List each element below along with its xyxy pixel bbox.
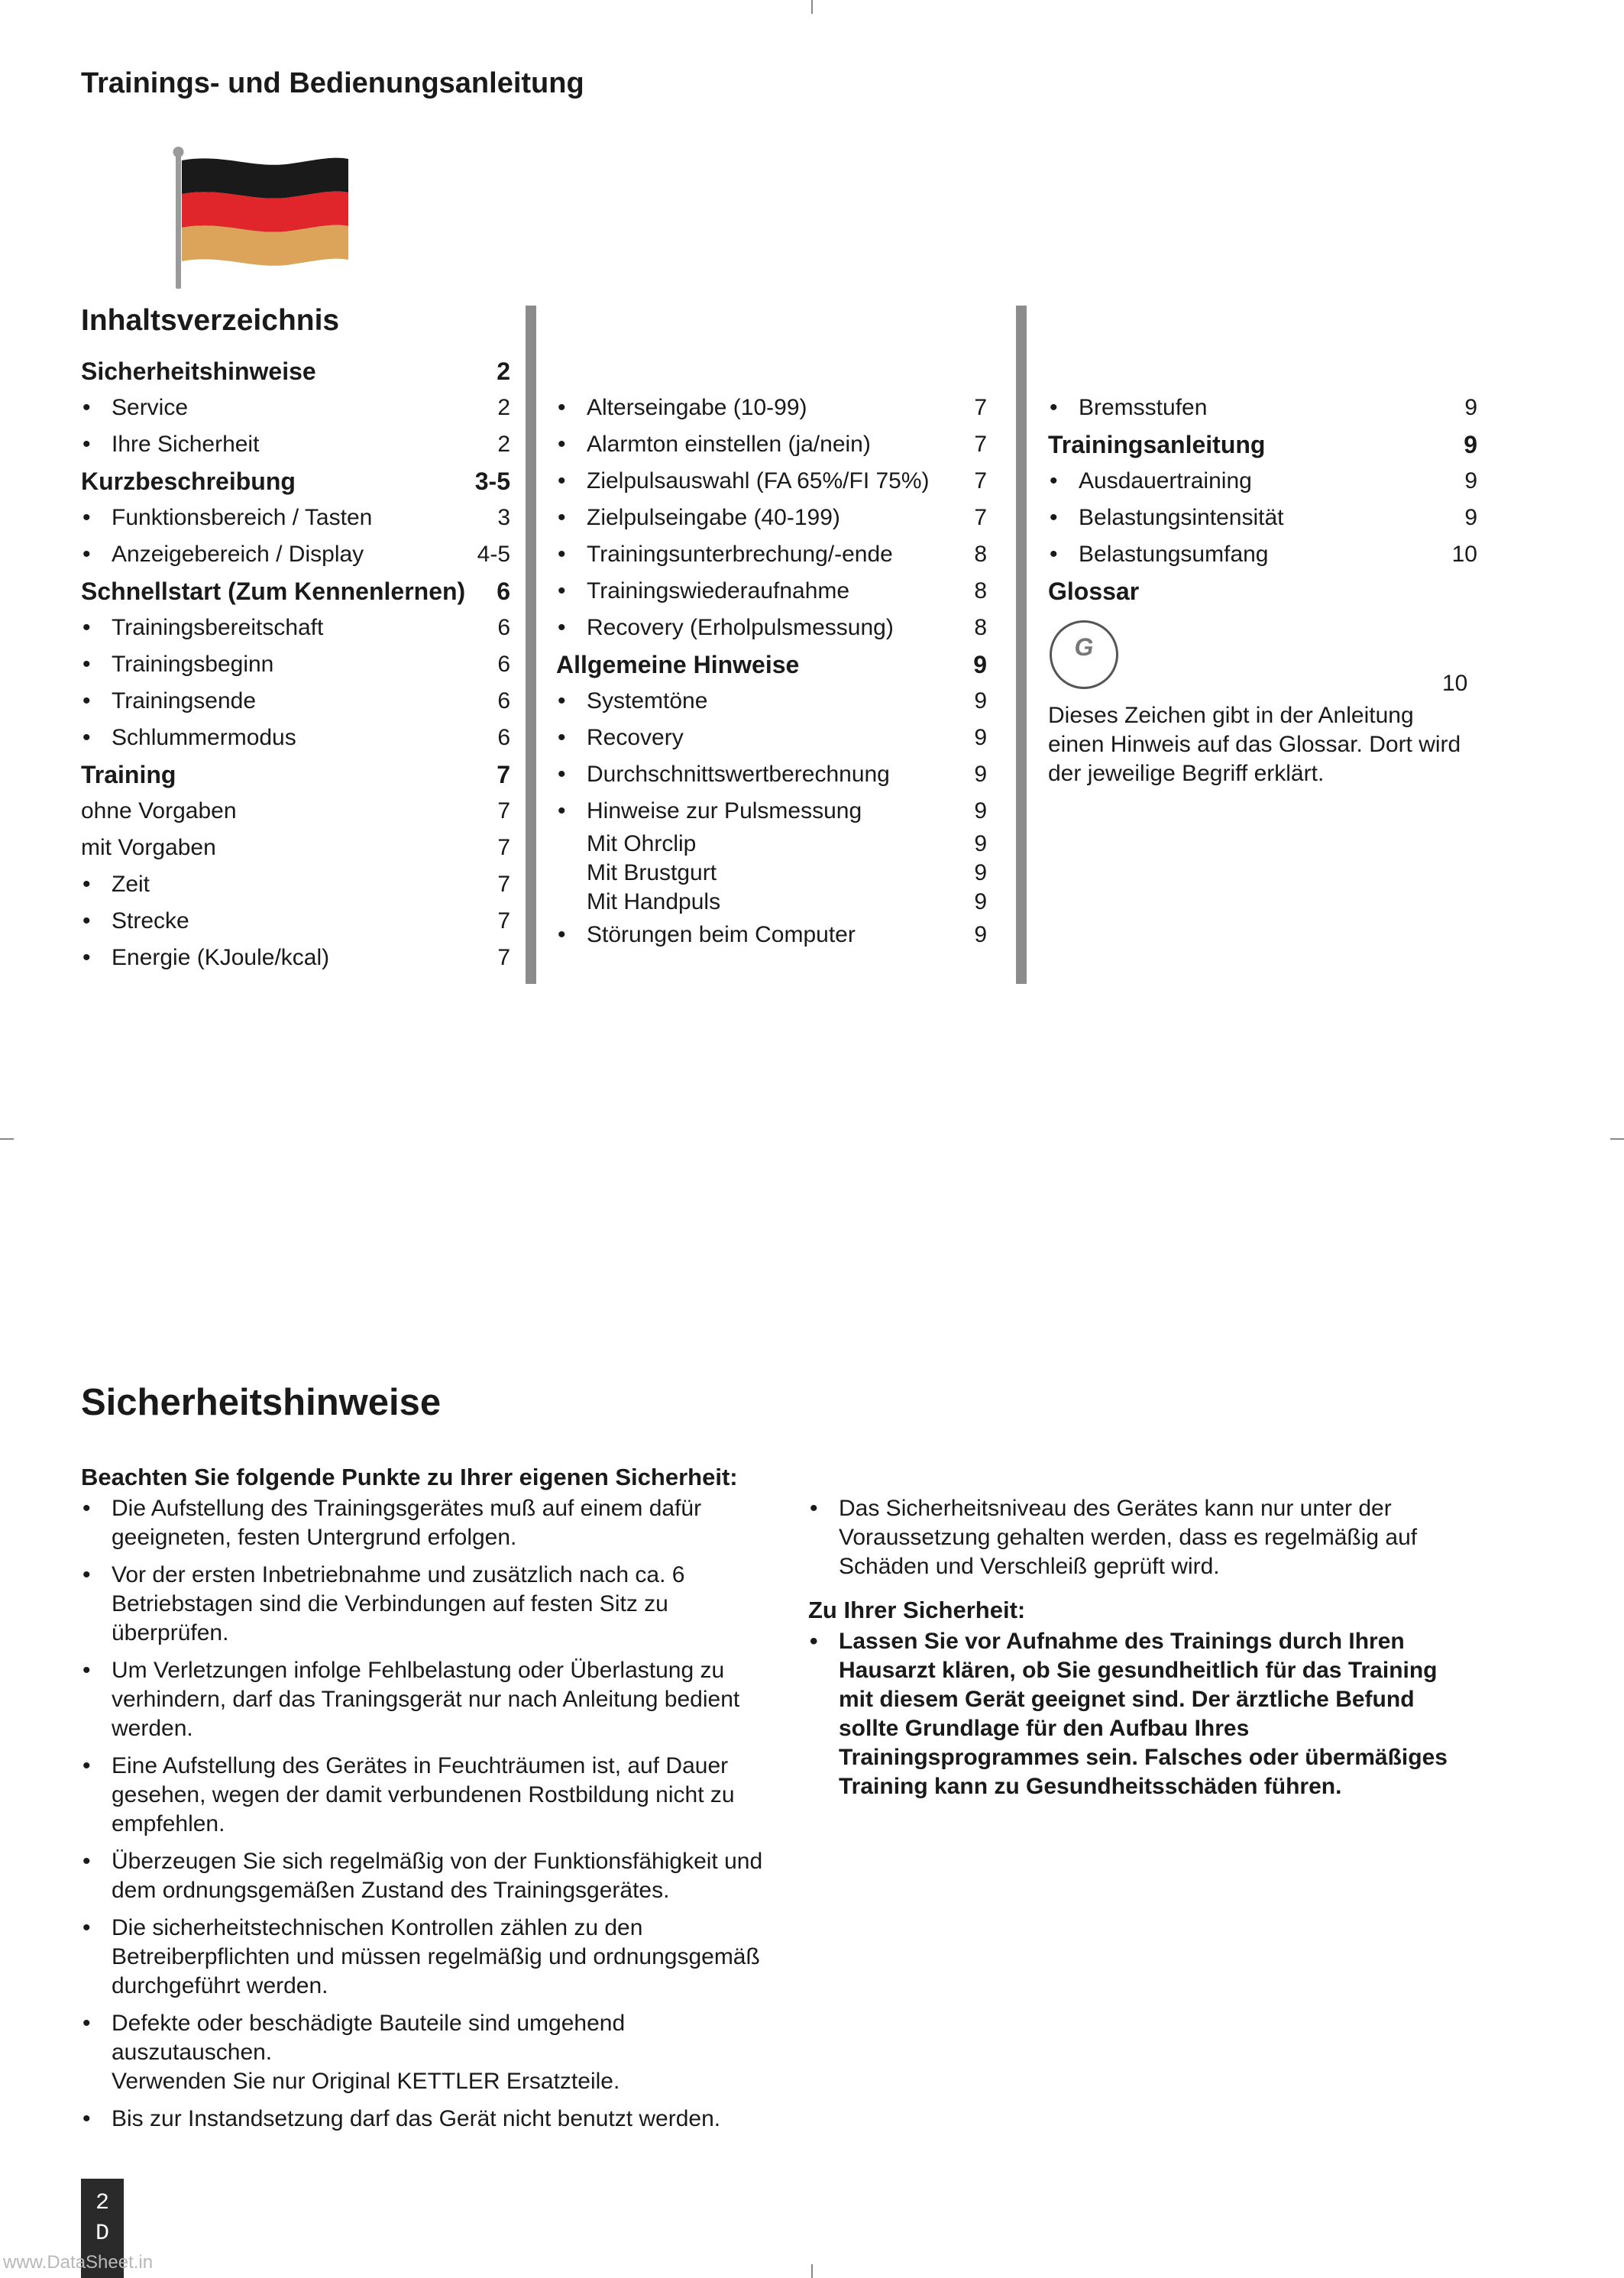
list-item: • Das Sicherheitsniveau des Gerätes kann nur unter der Voraussetzung gehalten werden, dass es regelmäßig auf Schäden und Verschleiß geprüft wird. xyxy=(808,1494,1465,1581)
toc-entry-page: 7 xyxy=(974,432,987,457)
toc-entry-label: Recovery xyxy=(587,725,684,750)
toc-entry-label: Energie (KJoule/kcal) xyxy=(112,945,330,970)
toc-entry-page: 8 xyxy=(974,615,987,640)
glossar-page-number: 10 xyxy=(1442,671,1468,696)
toc-entry xyxy=(556,888,987,917)
column-divider xyxy=(1016,306,1027,984)
glossar-note: Dieses Zeichen gibt in der Anleitung einen Hinweis auf das Glossar. Dort wird der jeweilige Begriff erklärt. xyxy=(1048,703,1461,786)
toc-entry-label: Sicherheitshinweise xyxy=(81,358,316,385)
toc-entry-label: Mit Handpuls xyxy=(587,889,721,914)
toc-column-3 xyxy=(1048,390,1477,610)
toc-entry-page: 6 xyxy=(497,615,510,640)
toc-entry-page: 7 xyxy=(497,872,510,897)
toc-entry xyxy=(81,866,510,903)
toc-entry-page: 6 xyxy=(497,725,510,750)
toc-entry-label: Alterseingabe (10-99) xyxy=(587,395,807,420)
toc-entry-label: Zielpulseingabe (40-199) xyxy=(587,505,840,530)
toc-entry xyxy=(81,793,510,830)
crop-mark xyxy=(1610,1138,1624,1140)
toc-entry-page: 10 xyxy=(1451,542,1477,567)
toc-entry-page: 7 xyxy=(974,468,987,493)
toc-entry-label: Service xyxy=(112,395,189,420)
toc-entry xyxy=(81,830,510,866)
toc-entry-label: Trainingsunterbrechung/-ende xyxy=(587,542,893,567)
toc-entry xyxy=(1048,390,1477,426)
german-flag-icon xyxy=(170,145,353,290)
toc-entry-page: 9 xyxy=(974,889,987,914)
list-item: • Um Verletzungen infolge Fehlbelastung oder Überlastung zu verhindern, darf das Traningsgerät nur nach Anleitung bedient werden. xyxy=(81,1656,768,1743)
toc-entry-label: Kurzbeschreibung xyxy=(81,468,296,495)
toc-entry-page: 7 xyxy=(497,835,510,860)
toc-entry-page: 7 xyxy=(497,798,510,824)
crop-mark xyxy=(0,1138,14,1140)
toc-entry xyxy=(556,917,987,953)
toc-entry-page: 6 xyxy=(497,578,510,605)
toc-entry xyxy=(81,426,510,463)
toc-column-2 xyxy=(556,390,987,953)
toc-entry xyxy=(556,720,987,756)
toc-entry-label: Trainingsende xyxy=(112,688,257,713)
toc-entry-page: 7 xyxy=(974,395,987,420)
toc-entry xyxy=(556,756,987,793)
toc-entry xyxy=(1048,463,1477,500)
toc-entry-label: Trainingsbeginn xyxy=(112,652,274,677)
toc-entry-page: 4-5 xyxy=(477,542,510,567)
toc-entry xyxy=(556,390,987,426)
toc-entry-page: 7 xyxy=(497,945,510,970)
toc-entry-label: Bremsstufen xyxy=(1079,395,1208,420)
toc-entry-page: 8 xyxy=(974,578,987,603)
toc-entry-page: 6 xyxy=(497,688,510,713)
toc-entry-label: Mit Brustgurt xyxy=(587,860,717,885)
toc-entry xyxy=(81,646,510,683)
toc-entry xyxy=(81,940,510,976)
list-item: • Überzeugen Sie sich regelmäßig von der Funktionsfähigkeit und dem ordnungsgemäßen Zustand des Trainingsgerätes. xyxy=(81,1847,768,1905)
toc-entry xyxy=(556,683,987,720)
toc-entry-label: Zeit xyxy=(112,872,150,897)
toc-entry-label: Schnellstart (Zum Kennenlernen) xyxy=(81,578,466,605)
toc-column-1 xyxy=(81,353,510,976)
flag-pole xyxy=(176,153,181,289)
toc-entry xyxy=(81,756,510,793)
toc-entry-page: 9 xyxy=(1464,468,1477,493)
toc-entry-label: Ausdauertraining xyxy=(1079,468,1252,493)
toc-entry-label: Schlummermodus xyxy=(112,725,296,750)
toc-entry-label: Trainingswiederaufnahme xyxy=(587,578,850,603)
crop-mark xyxy=(811,0,813,14)
list-item: • Vor der ersten Inbetriebnahme und zusätzlich nach ca. 6 Betriebstagen sind die Verbindungen auf festen Sitz zu überprüfen. xyxy=(81,1561,768,1648)
toc-entry-label: Durchschnittswertberechnung xyxy=(587,762,890,787)
toc-entry-page: 8 xyxy=(974,542,987,567)
toc-entry xyxy=(81,463,510,500)
toc-entry xyxy=(556,536,987,573)
toc-entry-page: 7 xyxy=(974,505,987,530)
toc-entry xyxy=(1048,426,1477,463)
toc-entry-label: Mit Ohrclip xyxy=(587,831,697,856)
toc-entry xyxy=(556,500,987,536)
toc-entry-label: Alarmton einstellen (ja/nein) xyxy=(587,432,871,457)
toc-entry xyxy=(81,390,510,426)
watermark: www.DataSheet.in xyxy=(3,2252,154,2273)
toc-entry-label: Anzeigebereich / Display xyxy=(112,542,364,567)
toc-entry xyxy=(81,720,510,756)
your-safety-list xyxy=(808,1627,1473,1810)
toc-entry xyxy=(81,903,510,940)
toc-entry xyxy=(81,610,510,646)
toc-entry-label: Allgemeine Hinweise xyxy=(556,651,800,678)
toc-entry-page: 9 xyxy=(1464,395,1477,420)
toc-entry xyxy=(556,610,987,646)
toc-entry xyxy=(556,426,987,463)
toc-entry-page: 3-5 xyxy=(474,468,510,495)
toc-entry-label: Hinweise zur Pulsmessung xyxy=(587,798,862,824)
toc-entry-page: 2 xyxy=(497,432,510,457)
toc-entry-label: Recovery (Erholpulsmessung) xyxy=(587,615,894,640)
toc-entry-page: 9 xyxy=(974,725,987,750)
toc-entry-page: 2 xyxy=(497,395,510,420)
glossar-icon-letter: G xyxy=(1074,633,1094,661)
toc-heading: Inhaltsverzeichnis xyxy=(81,304,340,337)
toc-entry-label: Strecke xyxy=(112,908,189,934)
toc-entry-page: 7 xyxy=(497,908,510,934)
toc-entry xyxy=(1048,573,1477,610)
flag-pole-knob xyxy=(173,147,184,157)
toc-entry xyxy=(556,573,987,610)
toc-entry-label: Training xyxy=(81,761,176,788)
toc-entry-page: 9 xyxy=(1464,505,1477,530)
toc-entry-page: 9 xyxy=(974,762,987,787)
toc-entry-label: Funktionsbereich / Tasten xyxy=(112,505,373,530)
toc-entry-label: Störungen beim Computer xyxy=(587,922,856,947)
list-item: • Defekte oder beschädigte Bauteile sind umgehend auszutauschen. Verwenden Sie nur Original KETTLER Ersatzteile. xyxy=(81,2009,768,2096)
toc-entry-page: 9 xyxy=(974,798,987,824)
toc-entry-page: 9 xyxy=(974,688,987,713)
language-code: D xyxy=(95,2221,109,2247)
toc-entry-page: 2 xyxy=(497,358,510,385)
toc-entry-label: Belastungsintensität xyxy=(1079,505,1284,530)
toc-entry-page: 9 xyxy=(1464,431,1477,458)
toc-entry xyxy=(81,573,510,610)
toc-entry xyxy=(556,646,987,683)
toc-entry-label: ohne Vorgaben xyxy=(81,798,237,824)
toc-entry xyxy=(556,830,987,859)
toc-entry-label: Trainingsanleitung xyxy=(1048,431,1266,458)
glossar-g-icon xyxy=(1050,620,1118,689)
list-item: • Die Aufstellung des Trainingsgerätes muß auf einem dafür geeigneten, festen Untergrund erfolgen. xyxy=(81,1494,768,1552)
your-safety-title: Zu Ihrer Sicherheit: xyxy=(808,1597,1026,1623)
toc-entry-page: 7 xyxy=(497,761,510,788)
toc-entry xyxy=(1048,500,1477,536)
toc-entry-page: 9 xyxy=(974,922,987,947)
column-divider xyxy=(526,306,536,984)
crop-mark xyxy=(811,2264,813,2278)
toc-entry-label: Glossar xyxy=(1048,578,1140,605)
page-number: 2 xyxy=(95,2190,109,2216)
toc-entry xyxy=(556,793,987,830)
toc-entry xyxy=(1048,536,1477,573)
safety-list-right xyxy=(808,1494,1465,1590)
toc-entry-label: Belastungsumfang xyxy=(1079,542,1269,567)
toc-entry-label: Ihre Sicherheit xyxy=(112,432,260,457)
toc-entry xyxy=(556,859,987,888)
toc-entry xyxy=(81,500,510,536)
toc-entry xyxy=(81,353,510,390)
list-item: • Eine Aufstellung des Gerätes in Feuchträumen ist, auf Dauer gesehen, wegen der damit verbundenen Rostbildung nicht zu empfehlen. xyxy=(81,1752,768,1839)
safety-subtitle: Beachten Sie folgende Punkte zu Ihrer eigenen Sicherheit: xyxy=(81,1464,738,1490)
toc-entry-page: 3 xyxy=(497,505,510,530)
toc-entry-label: Zielpulsauswahl (FA 65%/FI 75%) xyxy=(587,468,930,493)
safety-list-left xyxy=(81,1494,768,2142)
toc-entry-page: 9 xyxy=(973,651,987,678)
toc-entry-page: 6 xyxy=(497,652,510,677)
toc-entry-label: Trainingsbereitschaft xyxy=(112,615,324,640)
toc-entry xyxy=(81,536,510,573)
toc-entry xyxy=(81,683,510,720)
document-title: Trainings- und Bedienungsanleitung xyxy=(81,67,584,99)
safety-section-title: Sicherheitshinweise xyxy=(81,1382,442,1423)
list-item: • Die sicherheitstechnischen Kontrollen zählen zu den Betreiberpflichten und müssen regelmäßig und ordnungsgemäß durchgeführt werden. xyxy=(81,1914,768,2001)
toc-entry-page: 9 xyxy=(974,860,987,885)
toc-entry xyxy=(556,463,987,500)
toc-entry-page: 9 xyxy=(974,831,987,856)
toc-entry-label: Systemtöne xyxy=(587,688,708,713)
list-item: • Bis zur Instandsetzung darf das Gerät nicht benutzt werden. xyxy=(81,2105,768,2134)
toc-entry-label: mit Vorgaben xyxy=(81,835,216,860)
list-item: • Lassen Sie vor Aufnahme des Trainings durch Ihren Hausarzt klären, ob Sie gesundheitlich für das Training mit diesem Gerät geeignet sind. Der ärztliche Befund sollte Grundlage für den Aufbau Ihres Trainingsprogrammes sein. Falsches oder übermäßiges Training kann zu Gesundheitsschäden führen. xyxy=(808,1627,1473,1801)
